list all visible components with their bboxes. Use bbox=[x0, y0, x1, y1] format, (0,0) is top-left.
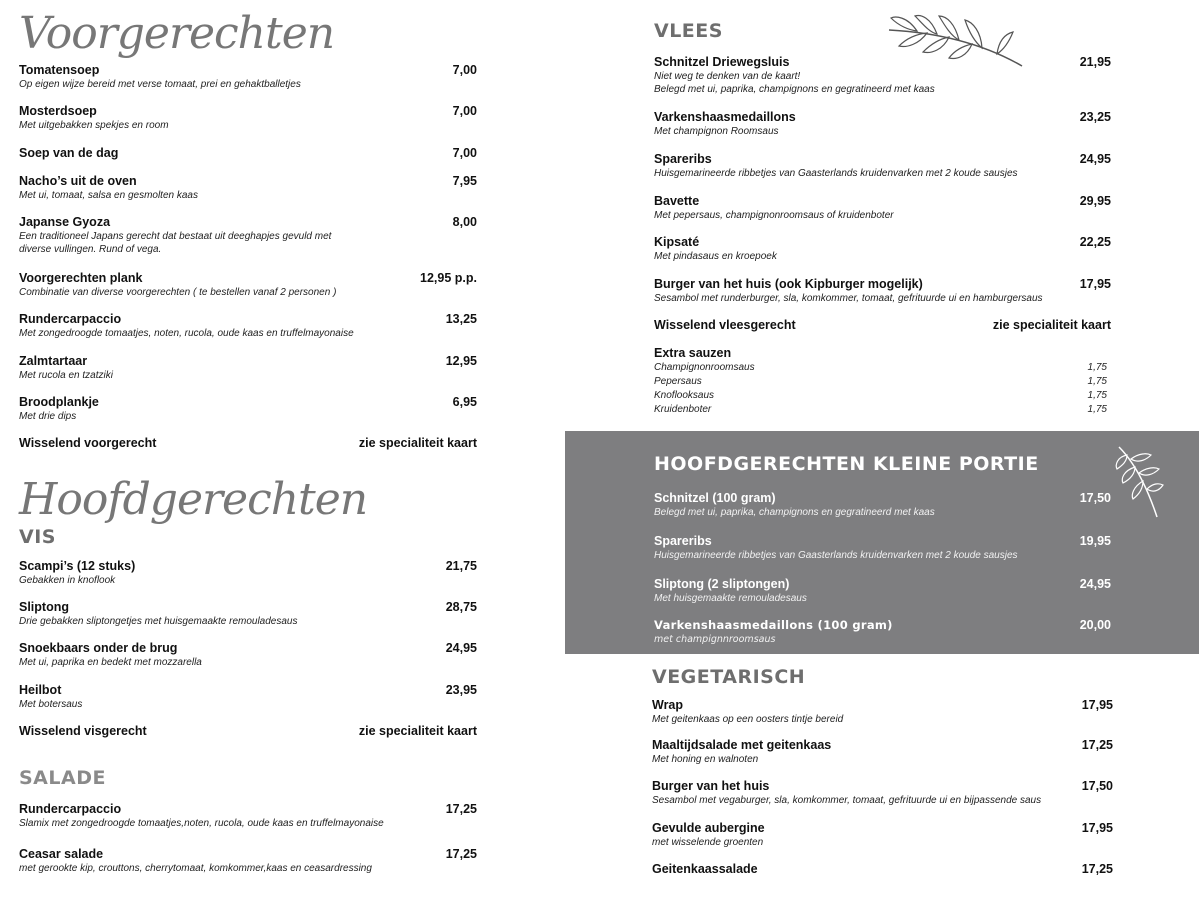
menu-item bbox=[19, 559, 477, 587]
vegetarisch-heading: VEGETARISCH bbox=[652, 666, 806, 688]
item-price: 8,00 bbox=[452, 215, 477, 229]
item-price: zie specialiteit kaart bbox=[358, 724, 477, 738]
item-price: 20,00 bbox=[1079, 618, 1111, 632]
menu-item bbox=[19, 215, 477, 256]
menu-item bbox=[654, 277, 1111, 305]
item-price: 17,50 bbox=[1081, 779, 1113, 793]
item-name: Burger van het huis (ook Kipburger mogelijk) bbox=[654, 277, 923, 291]
extra-sauzen bbox=[654, 346, 1111, 417]
item-desc: met wisselende groenten bbox=[652, 837, 764, 848]
item-price: 17,25 bbox=[445, 802, 477, 816]
item-desc-line2: Belegd met ui, paprika, champignons en gegratineerd met kaas bbox=[654, 84, 935, 95]
item-desc: Niet weg te denken van de kaart! bbox=[654, 71, 801, 82]
item-name: Zalmtartaar bbox=[19, 354, 88, 368]
item-price: 21,75 bbox=[445, 559, 477, 573]
sauce-price: 1,75 bbox=[1087, 376, 1107, 387]
right-column bbox=[565, 0, 1199, 899]
menu-item bbox=[654, 534, 1111, 562]
item-desc: Sesambol met vegaburger, sla, komkommer, tomaat, gefrituurde ui en bijpassende saus bbox=[652, 795, 1042, 806]
item-name: Bavette bbox=[654, 194, 700, 208]
item-name: Spareribs bbox=[654, 152, 712, 166]
sauce-name: Knoflooksaus bbox=[654, 390, 715, 401]
item-price: zie specialiteit kaart bbox=[358, 436, 477, 450]
item-name: Gevulde aubergine bbox=[652, 821, 765, 835]
item-desc: Met drie dips bbox=[19, 411, 77, 422]
item-price: zie specialiteit kaart bbox=[992, 318, 1111, 332]
item-price: 24,95 bbox=[445, 641, 477, 655]
sauce-price: 1,75 bbox=[1087, 362, 1107, 373]
item-name: Scampi’s (12 stuks) bbox=[19, 559, 136, 573]
item-name: Maaltijdsalade met geitenkaas bbox=[652, 738, 832, 752]
item-name: Soep van de dag bbox=[19, 146, 119, 160]
menu-item bbox=[652, 738, 1113, 766]
item-price: 23,25 bbox=[1079, 110, 1111, 124]
item-desc: Met geitenkaas op een oosters tintje bereid bbox=[652, 714, 844, 725]
menu-item bbox=[19, 395, 477, 423]
menu-item bbox=[19, 146, 477, 161]
item-name: Rundercarpaccio bbox=[19, 802, 122, 816]
item-desc: Met botersaus bbox=[19, 699, 83, 710]
item-name: Sliptong bbox=[19, 600, 69, 614]
item-price: 7,00 bbox=[452, 104, 477, 118]
item-name: Wisselend visgerecht bbox=[19, 724, 147, 738]
menu-item bbox=[652, 779, 1113, 807]
item-desc: Met rucola en tzatziki bbox=[19, 370, 113, 381]
item-name: Geitenkaassalade bbox=[652, 862, 758, 876]
item-price: 21,95 bbox=[1079, 55, 1111, 69]
menu-item bbox=[654, 110, 1111, 138]
menu-item bbox=[19, 271, 477, 299]
item-price: 19,95 bbox=[1079, 534, 1111, 548]
item-desc: Gebakken in knoflook bbox=[19, 575, 116, 586]
menu-item bbox=[654, 491, 1111, 519]
item-name: Wisselend vleesgerecht bbox=[654, 318, 796, 332]
item-desc-line2: diverse vullingen. Rund of vega. bbox=[19, 244, 162, 255]
menu-item bbox=[19, 641, 477, 669]
item-desc: Met pindasaus en kroepoek bbox=[654, 251, 777, 262]
item-desc: met champignnroomsaus bbox=[654, 634, 776, 645]
menu-item bbox=[19, 354, 477, 382]
item-desc: Met zongedroogde tomaatjes, noten, rucola, oude kaas en truffelmayonaise bbox=[19, 328, 354, 339]
item-price: 29,95 bbox=[1079, 194, 1111, 208]
voorgerechten-title: Voorgerechten bbox=[19, 8, 335, 59]
menu-item bbox=[19, 847, 477, 875]
item-price: 7,00 bbox=[452, 63, 477, 77]
item-name: Voorgerechten plank bbox=[19, 271, 143, 285]
item-price: 17,25 bbox=[1081, 738, 1113, 752]
item-name: Tomatensoep bbox=[19, 63, 100, 77]
item-name: Sliptong (2 sliptongen) bbox=[654, 577, 790, 591]
menu-item bbox=[19, 802, 477, 830]
item-name: Schnitzel (100 gram) bbox=[654, 491, 776, 505]
item-desc: Met champignon Roomsaus bbox=[654, 126, 779, 137]
menu-item bbox=[19, 436, 477, 451]
item-desc: Met ui, tomaat, salsa en gesmolten kaas bbox=[19, 190, 198, 201]
item-name: Wrap bbox=[652, 698, 684, 712]
sauce-price: 1,75 bbox=[1087, 390, 1107, 401]
menu-item bbox=[19, 600, 477, 628]
menu-item bbox=[652, 821, 1113, 849]
menu-item bbox=[19, 63, 477, 91]
menu-item bbox=[652, 862, 1113, 877]
item-name: Japanse Gyoza bbox=[19, 215, 111, 229]
item-price: 22,25 bbox=[1079, 235, 1111, 249]
item-price: 7,95 bbox=[452, 174, 477, 188]
menu-item bbox=[19, 312, 477, 340]
item-name: Varkenshaasmedaillons (100 gram) bbox=[654, 618, 893, 632]
item-price: 17,95 bbox=[1081, 821, 1113, 835]
item-desc: Huisgemarineerde ribbetjes van Gaasterlands kruidenvarken met 2 koude sausjes bbox=[654, 550, 1018, 561]
item-price: 12,95 bbox=[445, 354, 477, 368]
leaf-sprig-icon bbox=[1113, 443, 1165, 519]
sauce-name: Pepersaus bbox=[654, 376, 702, 387]
item-name: Nacho’s uit de oven bbox=[19, 174, 137, 188]
item-name: Spareribs bbox=[654, 534, 712, 548]
kleine-portie-heading: HOOFDGERECHTEN KLEINE PORTIE bbox=[654, 453, 1039, 475]
item-desc: Met honing en walnoten bbox=[652, 754, 759, 765]
menu-item bbox=[19, 104, 477, 132]
item-price: 17,50 bbox=[1079, 491, 1111, 505]
menu-item bbox=[654, 152, 1111, 180]
salade-heading: SALADE bbox=[19, 767, 106, 789]
item-desc: Een traditioneel Japans gerecht dat bestaat uit deeghapjes gevuld met bbox=[19, 231, 332, 242]
sauce-row bbox=[654, 403, 1111, 417]
item-name: Varkenshaasmedaillons bbox=[654, 110, 796, 124]
item-desc: Met ui, paprika en bedekt met mozzarella bbox=[19, 657, 202, 668]
item-desc: Combinatie van diverse voorgerechten ( te bestellen vanaf 2 personen ) bbox=[19, 287, 337, 298]
item-price: 17,95 bbox=[1081, 698, 1113, 712]
item-desc: Belegd met ui, paprika, champignons en gegratineerd met kaas bbox=[654, 507, 935, 518]
item-name: Ceasar salade bbox=[19, 847, 104, 861]
sauce-name: Champignonroomsaus bbox=[654, 362, 755, 373]
vis-heading: VIS bbox=[19, 526, 56, 548]
kleine-portie-box bbox=[565, 431, 1199, 654]
sauzen-title: Extra sauzen bbox=[654, 346, 732, 360]
menu-item bbox=[654, 194, 1111, 222]
item-name: Schnitzel Driewegsluis bbox=[654, 55, 790, 69]
item-name: Snoekbaars onder de brug bbox=[19, 641, 178, 655]
item-price: 13,25 bbox=[445, 312, 477, 326]
item-name: Broodplankje bbox=[19, 395, 99, 409]
sauce-price: 1,75 bbox=[1087, 404, 1107, 415]
item-name: Kipsaté bbox=[654, 235, 700, 249]
item-desc: Met uitgebakken spekjes en room bbox=[19, 120, 169, 131]
sauce-row bbox=[654, 361, 1111, 375]
item-desc: Met huisgemaakte remouladesaus bbox=[654, 593, 807, 604]
item-desc: met gerookte kip, crouttons, cherrytomaat, komkommer,kaas en ceasardressing bbox=[19, 863, 372, 874]
item-desc: Sesambol met runderburger, sla, komkommer, tomaat, gefrituurde ui en hamburgersaus bbox=[654, 293, 1043, 304]
item-name: Wisselend voorgerecht bbox=[19, 436, 157, 450]
sauce-row bbox=[654, 389, 1111, 403]
menu-item bbox=[19, 683, 477, 711]
menu-item bbox=[654, 235, 1111, 263]
item-name: Mosterdsoep bbox=[19, 104, 97, 118]
item-price: 6,95 bbox=[452, 395, 477, 409]
hoofdgerechten-title: Hoofdgerechten bbox=[19, 474, 368, 525]
item-price: 17,25 bbox=[1081, 862, 1113, 876]
item-price: 12,95 p.p. bbox=[420, 271, 477, 285]
menu-item bbox=[654, 618, 1111, 646]
item-desc: Met pepersaus, champignonroomsaus of kruidenboter bbox=[654, 210, 894, 221]
vlees-heading: VLEES bbox=[654, 20, 723, 42]
item-name: Burger van het huis bbox=[652, 779, 770, 793]
menu-item bbox=[654, 577, 1111, 605]
menu-item bbox=[654, 55, 1111, 96]
menu-item bbox=[654, 318, 1111, 333]
item-desc: Drie gebakken sliptongetjes met huisgemaakte remouladesaus bbox=[19, 616, 298, 627]
menu-item bbox=[19, 174, 477, 202]
item-price: 7,00 bbox=[452, 146, 477, 160]
sauce-row bbox=[654, 375, 1111, 389]
item-price: 17,25 bbox=[445, 847, 477, 861]
menu-item bbox=[19, 724, 477, 739]
item-name: Rundercarpaccio bbox=[19, 312, 122, 326]
item-price: 24,95 bbox=[1079, 577, 1111, 591]
item-desc: Huisgemarineerde ribbetjes van Gaasterlands kruidenvarken met 2 koude sausjes bbox=[654, 168, 1018, 179]
item-price: 28,75 bbox=[445, 600, 477, 614]
menu-item bbox=[652, 698, 1113, 726]
item-desc: Slamix met zongedroogde tomaatjes,noten, rucola, oude kaas en truffelmayonaise bbox=[19, 818, 384, 829]
sauce-name: Kruidenboter bbox=[654, 404, 712, 415]
item-price: 24,95 bbox=[1079, 152, 1111, 166]
item-price: 17,95 bbox=[1079, 277, 1111, 291]
item-name: Heilbot bbox=[19, 683, 62, 697]
item-desc: Op eigen wijze bereid met verse tomaat, prei en gehaktballetjes bbox=[19, 79, 301, 90]
item-price: 23,95 bbox=[445, 683, 477, 697]
